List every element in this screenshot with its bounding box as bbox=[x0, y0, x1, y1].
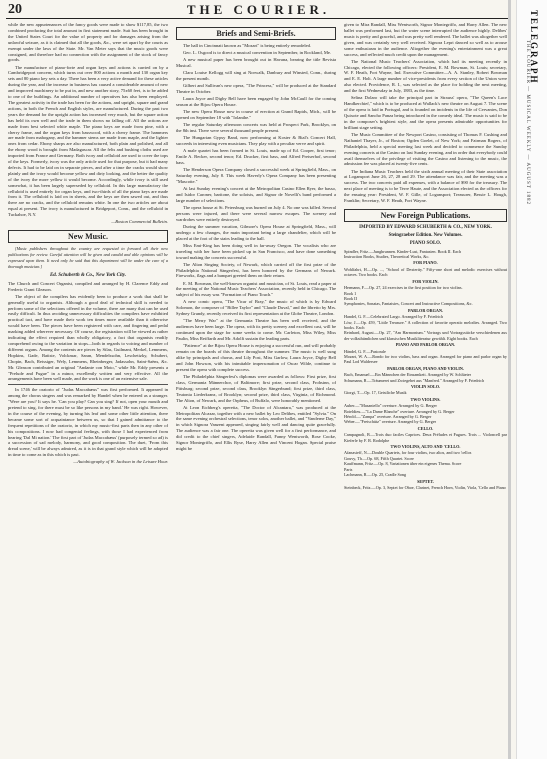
page-header bbox=[6, 2, 511, 19]
publication-entry: SEPTET. bbox=[417, 478, 434, 484]
brief-item: At Leon Eichberg's operetta, "The Doctor of Alcantara," was produced at the Metropolitan Alcazar, together with a new ballet by Leo Delibes, entitled "Sylvia." On the same evening orchestral selections, tenor solos, another ballet, and "Vanderne Day," in which Signora Vanzeni appeared, singing fairly well and dancing quite gracefully. The audience was a fair one. The operetta was given well for a first performance, and did credit to the chief singers, Adelaide Randall, Fanny Wentworth, Rose Cooke, Signor Montegriffo, and Ellis Ryse, Harry Allen and Vincent Hogan. Special praise might be bbox=[176, 404, 336, 451]
publication-entry: FOR VIOLIN. bbox=[412, 278, 439, 284]
brief-item: The Philadelphia Sängerfest's diplomas were awarded as follows: First prize, first class, Germania Männerchor, of Baltimore; first prize, second class, Frohsinn, of Pittsburg; second prize, second class, Brooklyn Sängerbund; first prize, third class, Teutonia Liederkranz, of Brooklyn; second prize, third class, Virginia, of Richmond. The Alton, of Newark, and the Orpheus, of Buffalo, were honorably mentioned. bbox=[176, 373, 336, 403]
publication-entry: Hérold.—"Zampa" overture. Arranged by G. Berger bbox=[344, 414, 432, 420]
column-1 bbox=[8, 22, 168, 754]
publication-entry: Book 1 bbox=[344, 290, 357, 296]
brief-item: During the summer vacation, Gilmore's Opera House at Springfield, Mass., will undergo a few changes, the main important being a large chandelier, which will be placed at the foot of the stairs leading to the hall. bbox=[176, 223, 336, 241]
publication-entry: PARLOR ORGAN. bbox=[407, 307, 444, 313]
publication-entry: Boieldieu.—"La Dame Blanche" overture. Arranged by G. Berger bbox=[344, 408, 455, 414]
publication-entry: Hermann, F.—Op. 27, 24 exercises in the first position for two violins. bbox=[344, 285, 463, 291]
publication-entry: Schumann, R.—Träumerei und Zwiegebet aus "Manfred." Arranged by F. Friedrich bbox=[344, 377, 485, 383]
brief-item: Laura Joyce and Digby Bell have been engaged by John McCaull for the coming season at the Bijou Opera House. bbox=[176, 96, 336, 108]
publication-entry: TWO VIOLINS, ALTO AND 'CELLO. bbox=[390, 444, 461, 450]
section-heading-new-music: New Music. bbox=[8, 230, 168, 243]
adjacent-page-heading: TELEGRAPH bbox=[529, 10, 539, 85]
brief-item: The new Opera House now in course of erection at Grand Rapids, Mich., will be opened on September 18 with "Iolanthe." bbox=[176, 109, 336, 121]
publication-entry: VIOLIN SOLO. bbox=[410, 384, 441, 389]
editor-note: [Music publishers throughout the country are requested to forward all their new publications for review. Careful attention will be given and candid and able opinions will be expressed upon them. It need only be said that this department will be under the care of a thorough musician.] bbox=[8, 246, 168, 269]
article-paragraph: The National Music Teachers' Association, which had its meeting recently in Chicago, elected the following officers: President, E. M. Bowman, St. Louis; secretary, W. F. Heath, Fort Wayne, Ind. Executive Committee—A. A. Stanley, Robert Bowman and E. E. Holt. A large number of vice-presidents from every section of the Union were also elected. Providence, R. I., was selected as the place for holding the next meeting, and the first Wednesday in July, 1883, as the time. bbox=[344, 58, 507, 94]
brief-item: The Henderson Opera Company closed a successful week at Springfield, Mass., on Saturday evening, July 8. This week Haverly's Opera Company has been presenting "Mascotte." bbox=[176, 167, 336, 184]
brief-item: At last Sunday evening's concert at the Metropolitan Casino Ellen Ryer, the basso, and Isidor Caroner, baritone, the soloists, and Signor de Novelli's band performed a large number of selections. bbox=[176, 186, 336, 203]
publication-entry: Wohlfahrt, H.—Op. ..., "School of Dexterity." Fifty-one short and melodic exercises without octaves. Two books. Each bbox=[344, 266, 507, 278]
importer-line: IMPORTED BY EDWARD SCHUBERTH & CO., NEW YORK. bbox=[359, 224, 492, 230]
brief-item: Clara Louise Kellogg will sing at Norwalk, Danbury and Winsted, Conn., during the present month. bbox=[176, 70, 336, 82]
divider bbox=[8, 384, 168, 385]
publication-entry: Afanasieff, N.—Double Quartets, for four violins, two altos, and two 'cellos bbox=[344, 450, 472, 456]
brief-item: A new comic opera, "The Vicar of Bray," the music of which is by Edward Solomon, the composer of "Billee Taylor" and "Claude Duval," and the libretto by Mrs. Sydney Grundy, recently received its first representation at the Globe Theatre, London. bbox=[176, 299, 336, 317]
brief-item: Geo. L. Osgood is to direct a musical convention in September, in Rockland, Me. bbox=[183, 50, 332, 56]
article-paragraph: The Indiana Music Teachers held the sixth annual meeting of their State association at Logansport June 26, 27, 28 and 29. The attendance was fair, and the meeting was a success. The two concerts paid all expenses, with a balance of $90 for the treasury. The next place of meeting is to be Terre Haute, and the Association elected as the officers for the ensuing year: President, W. F. Gille, of Logansport; Treasurer, Bessie L. Hough, Franklin; Secretary, W. F. Heath, Fort Wayne. bbox=[344, 168, 507, 204]
column-3 bbox=[344, 22, 507, 754]
brief-item: A male quartet has been formed in St. Louis, made up of Ed. Cooper, first tenor; Emile A. Becker, second tenor; Ed. Drucker, first bass, and Alfred Preiserhof, second bass. bbox=[176, 148, 336, 165]
brief-item: Miss Emi-King has been doing well in far-away Oregon. The vocalists who are traveling with her have been picked up in San Francisco, and have done something toward making the concerts successful. bbox=[176, 242, 336, 260]
brief-item: Gilbert and Sullivan's new opera, "The Princess," will be produced at the Standard Theatre in October. bbox=[176, 83, 336, 95]
publication-entry: CELLO. bbox=[417, 425, 434, 431]
publication-entry: Handel, G. F.—Celebrated Largo. Arranged by F. Friedrich bbox=[344, 314, 444, 320]
publication-entry: Campagnoli, B.—Trois duo faciles Caprices. Deux Préludes et Fugues. Trois ... Violoncell par Kieferle by F. R. Rodolphe bbox=[344, 432, 507, 443]
section-heading-foreign: New Foreign Publications. bbox=[344, 209, 507, 222]
article-paragraph: The manufacture of piano-forte and organ keys and actions is carried on by a Cambridgeport concern, which turns out over 800 actions a month and 130 organ key sets and 80 piano key sets a day. There has been a very active demand for these articles during the year, and the increase in business has caused a considerable amount of new and improved machinery to be put in, and new another story, 75x60 feet, is to be added to one of the buildings. An additional number of operatives has also been employed. The greatest activity in the trade has been for the actions, and upright, square and grand actions, in both the French and English styles, are manufactured. During the past two years the demand for the upright action has increased very much, but the square action has held its own well and the trade in them shows no falling off. All the actions are made from best selected white maple. The piano keys are made from pine, with a cherry frame, and the organ keys from basswood, with a cherry frame. The hammers are made from mahogany, and the hammer stems are made from maple, and the lighter ones from cedar. Ebony sharps are also manufactured, both plain and polished, and all the ebony wood is brought from Madagascar. All the felts and bushing cloths used are imported from France and Germany. Both ivory and celluloid are used to cover the tops of the keys. Formerly, ivory was the only article used for that purpose, but it had many defects. It had to be laid on in separate pieces, and after a time the cracks would show plainly and the ivory would become yellow and dirty looking, and the better the quality of the ivory the more yellow it would become. Accordingly, while ivory is still used somewhat, it has been largely superseded by celluloid. In this large manufactory the celluloid is used entirely for organ keys, and two-thirds of all the piano keys are made from it. The celluloid is laid on in sheets, and the keys are then sawed out, and thus there are no cracks, and the celluloid remains white. In one the two articles are about equal at present. The ivory is manufactured in Bridgeport, Conn., and the celluloid in Tuckahoe, N.Y. bbox=[8, 64, 168, 218]
edition-line: Steingraeber Edition. New Volumes. bbox=[388, 232, 463, 238]
publication-entry: Instruction Books, Studies, Theoretical Works, &c. bbox=[344, 254, 430, 260]
publication-entry: Auber.—"Masaniello" overture. Arranged by G. Berger bbox=[344, 403, 437, 409]
publisher-heading: Ed. Schuberth & Co., New York City. bbox=[49, 272, 127, 278]
article-paragraph: The Music Committee of the Newport Casino, consisting of Thomas F. Cushing and Nathaniel Thayer, Jr., of Boston; Ogden Goelet, of New York; and Fairman Rogers, of Philadelphia, held a special meeting last week and decided to commence the Sunday evening concerts at the Casino on last Sunday evening, and in order that everybody could avail themselves of the privilege of visiting the Casino and listening to the music, the admission fee was placed at twenty-five cents. bbox=[344, 131, 507, 167]
publication-entry: Gouvy, Th.—Op. 68, Fifth Quartet. Score bbox=[344, 455, 414, 461]
publication-entry: Giorgi, T.—Op. 17, Geistliche Musik bbox=[344, 390, 407, 396]
article-paragraph: given to Mira Randall, Miss Wentworth, Signor Montegriffo, and Harry Allen. The new ballet was performed last, but the water scene interrupted the audience highly. Delibes' music is pretty and graceful, and was pretty well rendered. The ballet was altogether well given, and was certainly very well received. Signora Lepri danced so well as to arouse some enthusiasm in the audience. Altogether the evening's entertainment was a great success, and reflected much credit upon the management. bbox=[344, 22, 507, 57]
publication-entry: Mozart, W. A.—Rondo for two violins, bass and organ. Arranged for piano and parlor organ by Paul Lod Waldersee bbox=[344, 353, 507, 365]
article-paragraph: Selina Dolaro will take the principal part in Strauss' opera, "The Queen's Lace Handkerchief," which is to be produced at Wallack's new theatre on August 7. The scene of the opera is laid in Portugal, and is founded on incidents in the life of Cervantes, Don Quixote and Sancho Panza being introduced in the comedy ideal. The music is said to be in the composer's brightest style, and the opera presents admirable opportunities for brilliant stage setting. bbox=[344, 95, 507, 130]
piece-title: The Church and Concert Organist, compiled and arranged by H. Clarence Eddy and Frederic Grant Gleason. bbox=[8, 280, 168, 292]
masthead-title: THE COURIER. bbox=[186, 2, 331, 17]
publication-entry: Bach, Emanuel.—Ein Männchen der Einsamkeit. Arranged by W. Schlüeter bbox=[344, 372, 471, 378]
review-paragraph: The object of the compilers has evidently been to produce a work that shall be generally useful to organists. Although a good deal of technical skill is needed to perform some of the selections offered in the volume, there are many that can be used easily difficult. In thus avoiding unnecessary difficulties the compilers have exhibited practical tact, and have made their work ten times more available than it otherwise would have been. The pieces have been registered with care, and fingering and pedal marking added wherever necessary. Of course, the registration will be viewed as rather indicating the effect required than wholly obligatory, a fact that organists readily comprehend owing to the variation in stops—both in regards to voicing and number of different organs. Among the contents are pieces by Silas, Guilmant, Merkel, Lemmens, Hopkins, Gade, Batiste, Volckmar, Saran, Mendelssohn, Leschetizky, Schubert, Chopin, Bach, Reissiger, Wely, Lemmens, Rheinberger, Jadassohn, Saint-Saëns, &c. Mr. Gleason contributed an original "Andante con Moto," while Mr. Eddy presents a "Prelude and Fugue" in a minor, excellently written and very effective. All the arrangements have been well made, and the work is one of an extensive sale. bbox=[8, 293, 168, 382]
article-source: —Autobiography of W. Jackson in the Leisure Hour. bbox=[73, 459, 168, 465]
publication-entry: PIANO AND PARLOR ORGAN. bbox=[395, 342, 456, 348]
brief-item: The hall in Cincinnati known as "Mozart" is being entirely remodeled. bbox=[183, 43, 312, 48]
article-paragraph: while the new appurtenances of the fancy goods were made to show $117,85, the two combined producing the total amount in first statement made. Suit has been brought in the United States Court for the value of property and for damages arising from the unlawful seizure, as it is claimed that all the goods, &c., were set apart by the courts as exempt under the laws of the State. Mr. Van Meter says that the music goods were consigned, and therefore had no connection with the assignment of the stock of fancy goods. bbox=[8, 22, 168, 63]
publication-entry: FOR PIANO. bbox=[413, 260, 438, 266]
page-seam bbox=[508, 0, 511, 759]
publication-entry: Kauffmann, Fritz.—Op. 8, Variationen über ein eigenes Thema. Score bbox=[344, 461, 462, 467]
adjacent-page-text: THE COURIER — MUSICAL WEEKLY — AUGUST 1882 bbox=[525, 40, 530, 205]
brief-item: The Hungarian Gypsy Band, now performing at Koster & Bial's Concert Hall, succeeds in interesting even musicians. They play with a peculiar verve and spirit. bbox=[176, 135, 336, 147]
publication-entry: Spindler, Fritz.—Jungbrunnen. Kinder-Lust, Fantasien. Book II. Each bbox=[344, 248, 461, 254]
article-source: —Boston Commercial Bulletin. bbox=[111, 219, 168, 225]
brief-item: The opera house at St. Petersburg was burned on July 4. No one was killed. Several persons were injured, and there were several narrow escapes. The scenery and wardrobes were entirely destroyed. bbox=[176, 204, 336, 222]
publication-entry: Book II bbox=[344, 295, 357, 301]
publication-entry: Händel, G. F.—Pastorale bbox=[344, 348, 386, 354]
column-2 bbox=[176, 22, 336, 754]
publication-entry: PARLOR ORGAN, PIANO AND VIOLIN. bbox=[387, 365, 464, 371]
brief-item: The regular Saturday afternoon concerts was held at Prospect Park, Brooklyn, on the 8th inst. There were several thousand people present. bbox=[176, 122, 336, 134]
article-paragraph: In 1746 the oratorio of "Judas Maccabæus" was first performed. It appeared in among the chorus singers and was remarked by Handel when he entered as a stranger. "Were are you? It says he. 'Can you play? Can you sing? If not, open your mouth and pretend to sing, for there must be so like persons in my band.' He was right. However, in the course of the evening, by turning his leaf and some other little attention, there became some sort of acquaintance between us, so that I gained admittance to the frequent repetitions of the oratorio, in which my music-first parts then in any other of his compositions. I now had congenial feelings, with those I had experienced from hearing 'Dal Mi nation.' The first part of 'Judas Maccabæus' (purposely termed so ad) is a succession of sad melody, harmony, and good composition. The duet, 'From this dread scene,' will be always admired, as it is in that grand style which will be adopted in time to come as in this which is past. bbox=[8, 387, 168, 458]
publication-entry: Weber.—"Freischütz" overture. Arranged by G. Berger bbox=[344, 419, 437, 425]
brief-item: E. M. Bowman, the well-known organist and musician, of St. Louis, read a paper at the meeting of the National Music Teachers' Association, recently held in Chicago. The subject of his essay was "Formation of Piano Touch." bbox=[176, 280, 336, 298]
publication-entry: Symphonies, Sonatas, Fantaisies, Concert and Instructive Compositions, &c. bbox=[344, 301, 473, 307]
publication-entry: Reinhard, August.—Op. 27, "Am Harmonium." Vortrags und Vortragsstücke verschiedenen aus der volksthümlichen und klassischen Musikliteratur gewählt. Eight books. Each bbox=[344, 330, 507, 341]
publication-list bbox=[344, 249, 507, 491]
section-heading-briefs: Briefs and Semi-Briefs. bbox=[176, 27, 336, 40]
brief-item: A new musical paper has been brought out in Havana, bearing the title Revista Musical. bbox=[176, 57, 336, 69]
category-piano-solo: PIANO SOLO. bbox=[409, 240, 442, 246]
publication-entry: Steinbeck, Fritz.—Op. 3, Septet for Oboe, Clarinet, French Horn, Violin, Viola, 'Cello and Piano bbox=[344, 484, 506, 490]
brief-item: The Alton Singing Society, of Newark, which carried off the first prize of the Philadelphia National Sängerfest, has been honored by the Germans of Newark. Fireworks, flags and a banquet greeted them on their return. bbox=[176, 261, 336, 279]
publication-entry: Löw, J.—Op. 459, "Little Treasure." A collection of favorite operatic melodies. Arranged. Two books. Each bbox=[344, 319, 507, 330]
page-number: 20 bbox=[8, 2, 22, 17]
brief-item: "The Merry War" at the Germania Theatre has been well received, and the audiences have been large. The opera, with its pretty scenery and excellent cast, will be continued upon the stage for some weeks to come. Mr. Carleton, Miss Wiley, Miss Paulin, Miss Reiffarth and Mr. Adolfi sustain the leading parts. bbox=[176, 318, 336, 342]
publication-entry: Lachmann, R.—Op. 25, Cradle Song bbox=[344, 472, 407, 478]
publication-entry: Parts bbox=[344, 466, 353, 472]
publication-entry: TWO VIOLINS. bbox=[410, 396, 441, 402]
brief-item: "Patience" at the Bijou Opera House is enjoying a successful run, and will probably remain on the boards of this theatre throughout the summer. The music is well sung alike by principals and chorus, and Lily Post, Miss Garlow, Laura Joyce, Digby Bell and John Howson, with his inimitable impersonation of Oscar Wilde, continue to present the opera with complete success. bbox=[176, 343, 336, 372]
